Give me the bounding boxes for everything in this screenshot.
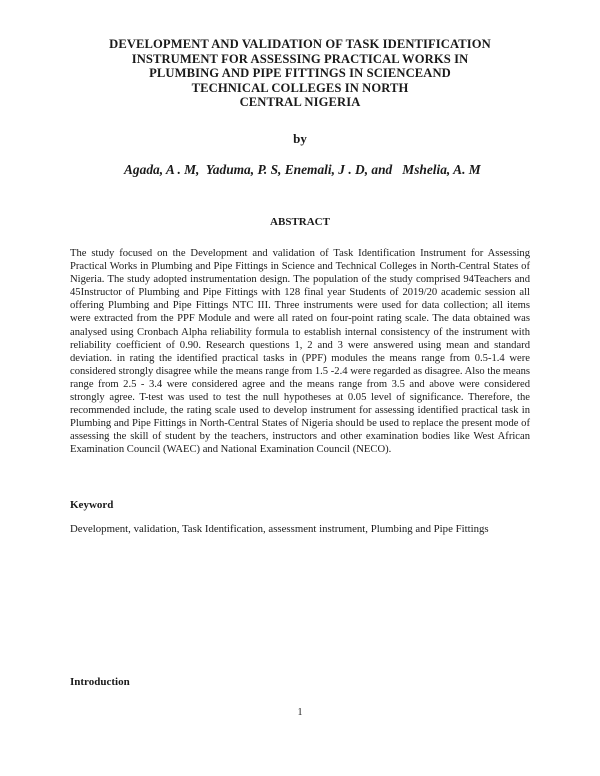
keyword-heading: Keyword bbox=[70, 499, 114, 511]
title-line: CENTRAL NIGERIA bbox=[239, 95, 361, 110]
abstract-heading: ABSTRACT bbox=[270, 216, 330, 228]
page-number: 1 bbox=[297, 707, 303, 718]
keyword-list: Development, validation, Task Identification, assessment instrument, Plumbing and Pipe Fittings bbox=[70, 523, 489, 535]
title-line: DEVELOPMENT AND VALIDATION OF TASK IDENTIFICATION bbox=[109, 37, 491, 51]
title-line: PLUMBING AND PIPE FITTINGS IN SCIENCEAND bbox=[149, 66, 451, 81]
paper-title bbox=[60, 37, 540, 110]
introduction-heading: Introduction bbox=[70, 676, 130, 688]
title-line: INSTRUMENT FOR ASSESSING PRACTICAL WORKS IN bbox=[131, 51, 469, 66]
title-line: TECHNICAL COLLEGES IN NORTH bbox=[191, 80, 409, 95]
abstract-text: The study focused on the Development and validation of Task Identification Instrument for Assessing Practical Works in Plumbing and Pipe Fittings in Science and Technical Colleges in North-Central States of Nigeria. The study adopted instrumentation design. The population of the study comprised 94Teachers and 45Instructor of Plumbing and Pipe Fittings with 128 final year Students of 2019/20 academic session all offering Plumbing and Pipe Fittings NTC III. Three instruments were used for data collection; all items were extracted from the PPF Module and were all rated on four-point rating scale. The data obtained was analysed using Cronbach Alpha reliability formula to establish internal consistency of the instrument with reliability coefficient of 0.90. Research questions 1, 2 and 3 were answered using mean and standard deviation. in rating the identified practical tasks in (PPF) modules the means range from 0.5-1.4 were considered strongly disagree while the means range from 1.5 -2.4 were regarded as disagree. Also the means range from 2.5 - 3.4 were considered agree and the means range from 3.5 and above were considered strongly agree. T-test was used to test the null hypotheses at 0.05 level of significance. Therefore, the recommended include, the rating scale used to develop instrument for assessing identified practical task in Plumbing and Pipe Fittings in North-Central States of Nigeria should be used to replace the present mode of assessing the skill of student by the teachers, instructors and other examination bodies like West African Examination Council (WAEC) and National Examination Council (NECO). bbox=[70, 248, 530, 456]
by-line: by bbox=[293, 131, 307, 146]
author-list: Agada, A . M, Yaduma, P. S, Enemali, J . D, and Mshelia, A. M bbox=[124, 162, 481, 177]
